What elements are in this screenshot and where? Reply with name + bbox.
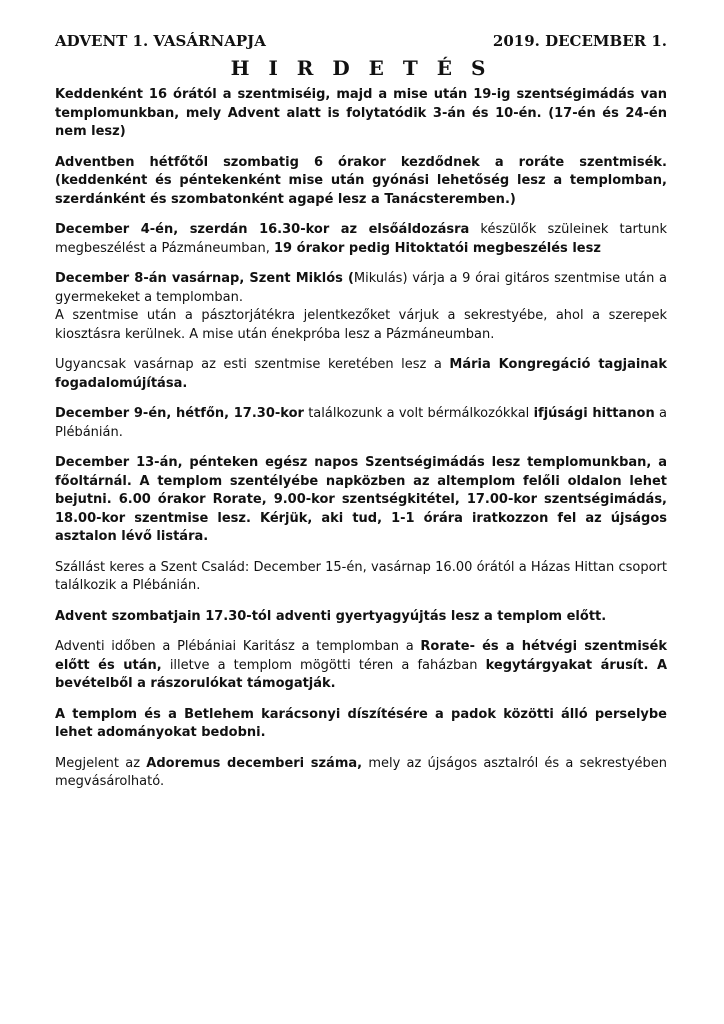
announcement-4-date: December 8-án vasárnap, Szent Miklós ( [55, 271, 354, 286]
announcement-13-end: mely az újságos asztalról és a sekrestyében megvásárolható. [55, 755, 667, 789]
page-title: H I R D E T É S [230, 56, 492, 80]
announcement-13 [55, 755, 667, 792]
announcement-10 [55, 608, 667, 627]
announcement-6 [55, 356, 667, 393]
announcement-page [55, 32, 667, 804]
announcement-5 [55, 307, 667, 344]
announcement-7-highlight: ifjúsági hittanon [533, 406, 655, 421]
announcement-3-date: December 4-én, szerdán 16.30-kor az elsőáldozásra [55, 222, 470, 237]
announcement-1-text: Keddenként 16 órától a szentmiséig, majd a mise után 19-ig szentségimádás van templomunkban, mely Advent alatt is folytatódik 3-án és 10-én. (17-én és 24-én nem lesz) [55, 87, 667, 139]
announcement-13-text: Megjelent az [55, 755, 147, 771]
announcement-11 [55, 638, 667, 694]
announcement-10-text: Advent szombatjain 17.30-tól adventi gyertyagyújtás lesz a templom előtt. [55, 608, 607, 624]
announcement-13-highlight: Adoremus decemberi száma, [146, 755, 363, 771]
announcement-11-text-2: illetve a templom mögötti téren a faházban [161, 657, 486, 673]
announcement-9 [55, 559, 667, 596]
announcement-9-text: Szállást keres a Szent Család: December 15-én, vasárnap 16.00 órától a Házas Hittan csoport találkozik a Plébánián. [55, 559, 667, 593]
header-date: 2019. DECEMBER 1. [492, 32, 667, 50]
announcement-4 [55, 270, 667, 307]
announcement-4-text: Mikulás) várja a 9 órai gitáros szentmise után a gyermekeket a templomban. [55, 271, 667, 305]
announcement-11-text: Adventi időben a Plébániai Karitász a templomban a [55, 639, 421, 654]
announcement-3-highlight: 19 órakor pedig Hitoktatói megbeszélés lesz [274, 240, 601, 256]
page-header [55, 32, 667, 50]
announcement-1 [55, 86, 667, 142]
announcement-2 [55, 154, 667, 210]
announcement-3-text: készülők szüleinek tartunk megbeszélést a Pázmáneumban, [55, 222, 667, 256]
announcement-5-text: A szentmise után a pásztorjátékra jelentkezőket várjuk a sekrestyébe, ahol a szerepek kiosztásra kerülnek. A mise után énekpróba lesz a Pázmáneumban. [55, 308, 667, 342]
announcement-2-text: Adventben hétfőtől szombatig 6 órakor kezdődnek a roráte szentmisék. (keddenként és péntekenként mise után gyónási lehetőség lesz a templomban, szerdánként és szombatonként agapé lesz a Tanácsteremben.) [55, 154, 667, 207]
announcement-12-text: A templom és a Betlehem karácsonyi díszítésére a padok közötti álló perselybe lehet adományokat bedobni. [55, 706, 667, 740]
announcement-12 [55, 706, 667, 743]
header-occasion: ADVENT 1. VASÁRNAPJA [55, 32, 266, 50]
announcement-8-text: December 13-án, pénteken egész napos Szentségimádás lesz templomunkban, a főoltárnál. A templom szentélyébe napközben az altemplom felőli oldalon lehet bejutni. 6.00 órakor Rorate, 9.00-kor szentségkitétel, 17.00-kor szentségimádás, 18.00-kor szentmise lesz. Kérjük, aki tud, 1-1 órára iratkozzon fel az újságos asztalon lévő listára. [55, 455, 667, 544]
announcement-7-end: a Plébánián. [55, 406, 667, 440]
announcement-7-date: December 9-én, hétfőn, 17.30-kor [55, 406, 304, 421]
announcement-3 [55, 221, 667, 258]
announcement-11-highlight-2: kegytárgyakat árusít. A bevételből a rászorulókat támogatják. [55, 657, 668, 691]
announcement-6-highlight: Mária Kongregáció tagjainak fogadalomújítása. [55, 357, 667, 391]
announcement-6-text: Ugyancsak vasárnap az esti szentmise keretében lesz a [55, 357, 450, 372]
announcement-8 [55, 454, 667, 547]
announcement-7 [55, 405, 667, 442]
announcement-11-highlight: Rorate- és a hétvégi szentmisék előtt és után, [55, 639, 667, 673]
announcement-7-text: találkozunk a volt bérmálkozókkal [303, 406, 534, 421]
